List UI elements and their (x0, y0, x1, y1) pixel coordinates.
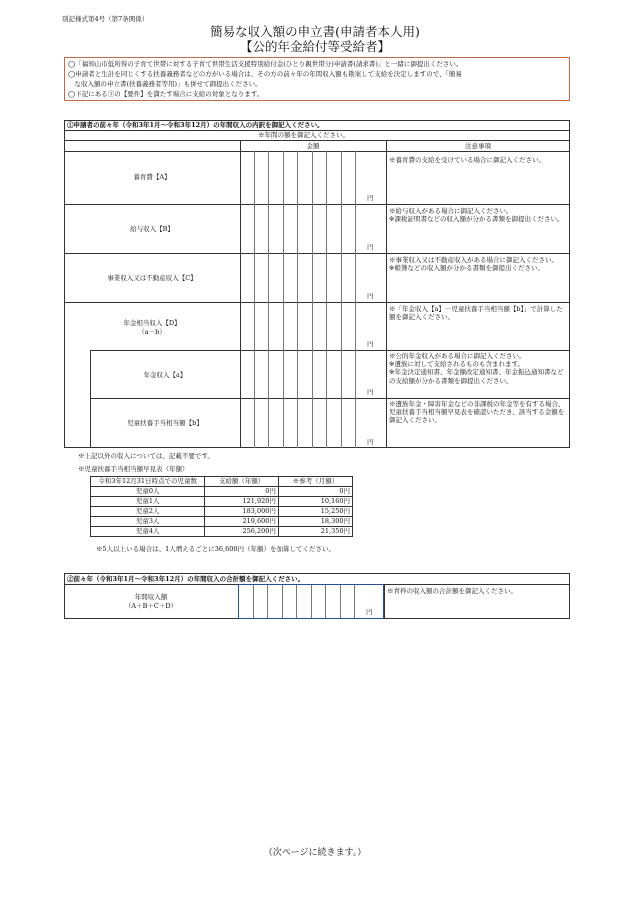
page-subtitle: 【公的年金給付等受給者】 (239, 39, 390, 54)
row-label-childsupport: 養育費【A】 (133, 173, 171, 181)
section1-subnote: ※年間の額を御記入ください。 (258, 131, 349, 139)
continued-note: （次ページに続きます。） (263, 848, 367, 858)
table-cell: 児童0人 (91, 487, 205, 497)
table-cell: 121,920円 (205, 497, 278, 507)
table-row (91, 507, 353, 517)
notice-box (64, 57, 570, 101)
table-cell: 児童4人 (91, 527, 205, 537)
column-notes: 注意事項 (465, 142, 491, 150)
table-header: 支給額（年額） (205, 477, 278, 487)
table-cell: 18,300円 (278, 517, 352, 527)
table-cell: 児童1人 (91, 497, 205, 507)
table-header: 令和3年12月31日時点での児童数 (91, 477, 205, 487)
notice-line-3: な収入額の申立書(扶養義務者等用)」も併せて御提出ください。 (68, 80, 262, 88)
table-row (91, 527, 353, 537)
table-row (91, 497, 353, 507)
row-sublabel-pension-equivalent: （a－b） (138, 328, 166, 336)
yen-label: 円 (367, 388, 374, 396)
table-row (91, 517, 353, 527)
row-label-allowance: 児童扶養手当相当額【b】 (127, 419, 203, 427)
table-header: ※参考（月額） (278, 477, 352, 487)
page-title: 簡易な収入額の申立書(申請者本人用) (210, 24, 420, 39)
column-amount: 金額 (306, 142, 320, 150)
table-row (91, 487, 353, 497)
table-row (91, 477, 353, 487)
total-income-note: ※青枠の収入額の合計額を御記入ください。 (387, 587, 517, 595)
row-label-salary: 給与収入【B】 (130, 225, 174, 233)
reference-title: ※児童扶養手当相当額早見表（年額） (78, 465, 189, 473)
section2-heading: ②前々年（令和3年1月～令和3年12月）の年間収入の合計額を御記入ください。 (67, 575, 305, 583)
total-income-sublabel: （A＋B＋C＋D） (124, 602, 178, 610)
table-cell: 児童2人 (91, 507, 205, 517)
notice-line-4: ◯下記にある③の【要件】を満たす場合に支給の対象となります。 (68, 90, 264, 98)
table-cell: 21,350円 (278, 527, 352, 537)
form-number: 別記様式第4号（第7条関係） (62, 15, 149, 23)
section1-footnote: ※上記以外の収入については、記載不要です。 (78, 452, 214, 460)
table-cell: 10,160円 (278, 497, 352, 507)
table-cell: 183,000円 (205, 507, 278, 517)
table-cell: 15,250円 (278, 507, 352, 517)
yen-label: 円 (367, 438, 374, 446)
notice-line-2: ◯申請者と生計を同じくする扶養義務者などの方がいる場合は、その方の前々年の年間収入額も勘案して支給を決定しますので、「簡易 (68, 70, 462, 78)
section1-heading: ①申請者の前々年（令和3年1月～令和3年12月）の年間収入の内訳を御記入ください。 (67, 121, 324, 129)
row-label-business: 事業収入又は不動産収入【C】 (107, 274, 197, 282)
total-income-label: 年間収入額 (134, 593, 168, 601)
row-note-business: ※事業収入又は不動産収入がある場合に御記入ください。 ※帳簿などの収入額が分かる書類を御提出ください。 (389, 256, 558, 273)
row-note-pension: ※公的年金収入がある場合に御記入ください。 ※遺族に対して支給されるものも含まれます。 ※年金決定通知書、年金額改定通知書、年金振込通知書などの支給額が分かる書類を御提出ください。 (389, 352, 564, 385)
row-note-childsupport: ※養育費の支給を受けている場合に御記入ください。 (389, 156, 545, 164)
reference-table (90, 476, 353, 537)
row-note-pension-equivalent: ※「年金収入【a】－児童扶養手当相当額【b】」で計算した額を御記入ください。 (389, 305, 563, 322)
row-label-pension-equivalent: 年金相当収入【D】 (123, 319, 181, 327)
yen-label: 円 (367, 292, 374, 300)
yen-label: 円 (367, 243, 374, 251)
row-note-allowance: ※遺族年金・障害年金などの非課税の年金等を有する場合、児童扶養手当相当額早見表を確認いただき、該当する金額を御記入ください。 (389, 400, 565, 425)
table-cell: 256,200円 (205, 527, 278, 537)
table-cell: 0円 (205, 487, 278, 497)
row-note-salary: ※給与収入がある場合に御記入ください。 ※課税証明書などの収入額が分かる書類を御提出ください。 (389, 207, 564, 224)
table-cell: 0円 (278, 487, 352, 497)
reference-note: ※5人以上いる場合は、1人増えるごとに36,600円（年額）を加算してください。 (96, 545, 336, 553)
notice-line-1: ◯「福知山市低所得の子育て世帯に対する子育て世帯生活支援特別給付金(ひとり親世帯分)申請書(請求書)」と一緒に御提出ください。 (68, 60, 463, 68)
table-cell: 児童3人 (91, 517, 205, 527)
yen-label: 円 (367, 340, 374, 348)
yen-label: 円 (367, 194, 374, 202)
yen-label: 円 (366, 608, 373, 616)
row-label-pension: 年金収入【a】 (143, 371, 187, 379)
total-income-input[interactable] (238, 584, 384, 619)
table-cell: 219,600円 (205, 517, 278, 527)
